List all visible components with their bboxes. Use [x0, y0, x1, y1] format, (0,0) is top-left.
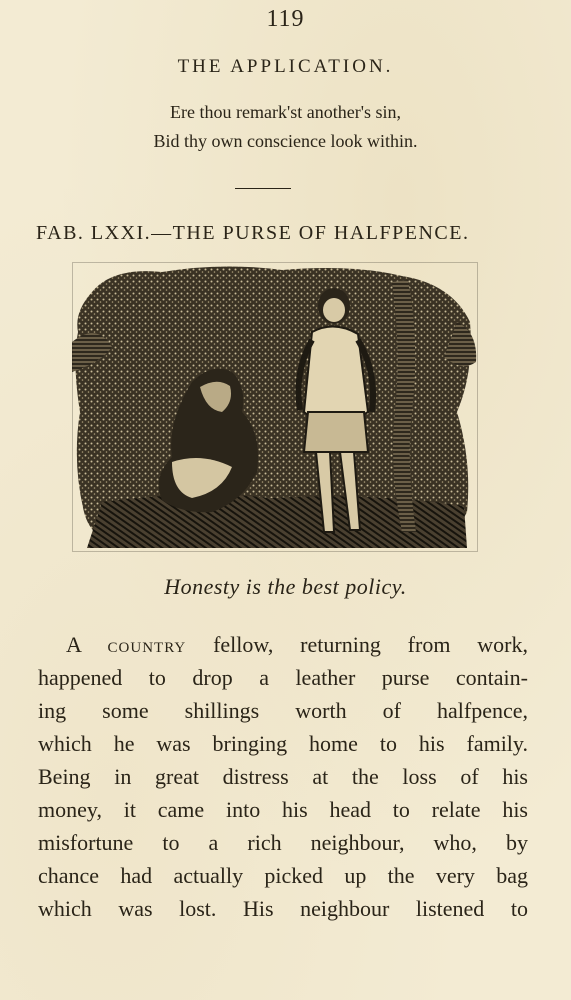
body-line: chance had actually picked up the very bag — [38, 863, 528, 888]
body-line: which was lost. His neighbour listened to — [38, 896, 528, 921]
couplet-line-1: Ere thou remark'st another's sin, — [170, 102, 401, 122]
first-line-rest: fellow, returning from work, — [186, 632, 528, 657]
section-heading: THE APPLICATION. — [177, 56, 394, 77]
moral-couplet — [0, 98, 571, 156]
body-line: misfortune to a rich neighbour, who, by — [38, 830, 528, 855]
woodcut-illustration — [72, 262, 478, 552]
body-line: money, it came into his head to relate his — [38, 797, 528, 822]
smallcaps-word: country — [107, 632, 187, 657]
body-line: which he was bringing home to his family. — [38, 731, 528, 756]
body-line — [38, 628, 528, 661]
fable-title: FAB. LXXI.—THE PURSE OF HALFPENCE. — [36, 222, 470, 244]
page-number: 119 — [266, 6, 305, 32]
section-divider-rule — [235, 188, 291, 189]
body-line: happened to drop a leather purse contain- — [38, 665, 528, 690]
drop-word: A — [66, 632, 81, 657]
body-line: ing some shillings worth of halfpence, — [38, 698, 528, 723]
couplet-line-2: Bid thy own conscience look within. — [153, 131, 418, 151]
fable-moral: Honesty is the best policy. — [164, 574, 407, 599]
fable-body — [38, 628, 528, 925]
body-line: Being in great distress at the loss of his — [38, 764, 528, 789]
